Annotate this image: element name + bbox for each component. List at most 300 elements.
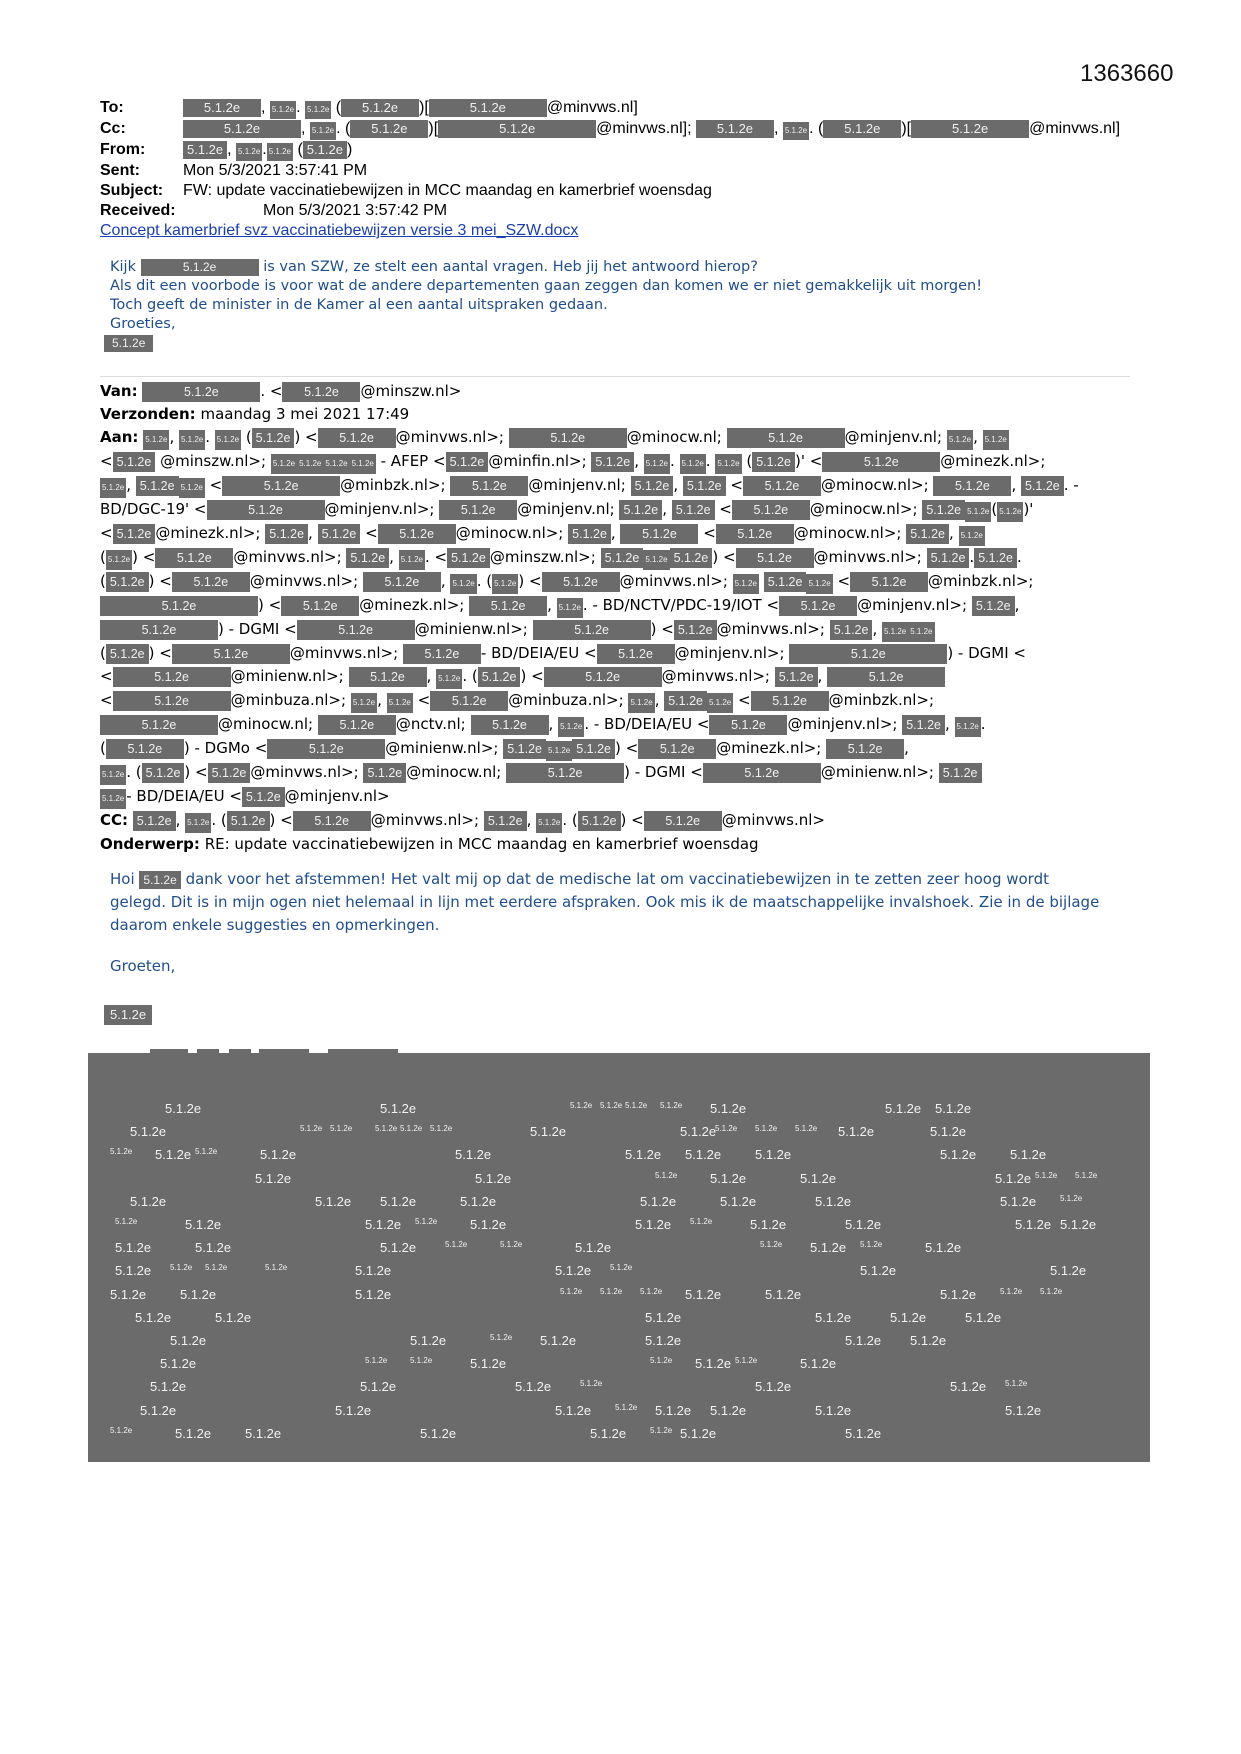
recipient-domain: @minezk.nl>; <box>155 524 261 542</box>
redaction-label: 5.1.2e <box>400 1124 423 1134</box>
redaction: 5.1.2e <box>927 548 970 568</box>
aan-line: 5.1.2e ) - DGMI < 5.1.2e @minienw.nl>; 5.1.2e ) < 5.1.2e @minvws.nl>; 5.1.2e , 5.1.2e 5.1.2e <box>100 618 1130 642</box>
redaction-label: 5.1.2e <box>460 1193 497 1209</box>
redaction: 5.1.2e <box>775 667 818 687</box>
redaction: 5.1.2e <box>643 550 669 570</box>
redaction: 5.1.2e <box>974 548 1017 568</box>
redaction-label: 5.1.2e <box>645 1333 682 1348</box>
redaction: 5.1.2e <box>222 476 340 496</box>
redaction: 5.1.2e <box>106 572 149 592</box>
recipient-domain: @minvws.nl>; <box>370 811 480 829</box>
redacted-row <box>88 1356 1150 1376</box>
recipient-domain: @minezk.nl>; <box>359 596 465 614</box>
redaction: 5.1.2e <box>959 526 985 546</box>
redaction-label: 5.1.2e <box>715 1124 738 1134</box>
redaction-label: 5.1.2e <box>315 1193 352 1209</box>
redaction-label: 5.1.2e <box>645 1309 682 1325</box>
aan-line: ( 5.1.2e ) < 5.1.2e @minvws.nl>; 5.1.2e , 5.1.2e . ( 5.1.2e ) < 5.1.2e @minvws.nl>; 5.1.2e 5.1.2e 5.1.2e < 5.1.2e @minbzk.nl>; <box>100 570 1130 594</box>
redaction: 5.1.2e <box>436 669 462 689</box>
redaction-label: 5.1.2e <box>380 1193 417 1209</box>
redaction: 5.1.2e <box>100 596 258 616</box>
redaction: 5.1.2e <box>429 99 547 117</box>
subject-row <box>100 181 1140 201</box>
redaction-label: 5.1.2e <box>555 1263 592 1279</box>
redaction-label: 5.1.2e <box>1060 1193 1083 1203</box>
redaction-label: 5.1.2e <box>155 1147 192 1163</box>
redaction-label: 5.1.2e <box>205 1263 228 1273</box>
recipient-domain: @minbzk.nl>; <box>928 572 1034 590</box>
redaction: 5.1.2e <box>715 454 741 474</box>
redaction: 5.1.2e <box>533 620 651 640</box>
redaction: 5.1.2e <box>683 476 726 496</box>
redaction-label: 5.1.2e <box>838 1124 875 1140</box>
redaction: 5.1.2e <box>236 143 262 161</box>
redaction: 5.1.2e <box>601 548 644 568</box>
redaction: 5.1.2e <box>450 574 476 594</box>
from-row <box>100 140 1140 161</box>
redaction-label: 5.1.2e <box>1010 1147 1047 1163</box>
redaction: 5.1.2e <box>310 122 336 140</box>
redaction: 5.1.2e <box>215 430 241 450</box>
dept-tag: - AFEP < <box>380 452 446 470</box>
redaction: 5.1.2e <box>783 122 809 140</box>
redaction-label: 5.1.2e <box>720 1193 757 1209</box>
redaction-label: 5.1.2e <box>555 1402 592 1418</box>
redaction-label: 5.1.2e <box>265 1263 288 1273</box>
redaction-label: 5.1.2e <box>845 1217 882 1232</box>
redaction: 5.1.2e <box>823 120 901 138</box>
quoted-email <box>100 380 1130 856</box>
redaction: 5.1.2e <box>558 717 584 737</box>
redaction: 5.1.2e <box>136 476 179 496</box>
recipient-domain: @minocw.nl; <box>406 763 502 781</box>
redaction: 5.1.2e <box>955 717 981 737</box>
redaction-label: 5.1.2e <box>1050 1263 1087 1279</box>
recipient-domain: @minienw.nl>; <box>385 739 499 757</box>
redaction-label: 5.1.2e <box>560 1286 583 1296</box>
redaction: 5.1.2e <box>104 335 153 352</box>
redaction: 5.1.2e <box>113 667 231 687</box>
redaction-label: 5.1.2e <box>860 1263 897 1279</box>
redaction-label: 5.1.2e <box>260 1147 297 1163</box>
redaction-label: 5.1.2e <box>600 1101 623 1110</box>
redaction: 5.1.2e <box>644 811 722 831</box>
received-label: Received: <box>100 202 176 219</box>
redaction: 5.1.2e <box>378 524 456 544</box>
redaction: 5.1.2e <box>806 574 832 594</box>
redaction: 5.1.2e <box>270 101 296 119</box>
redaction-label: 5.1.2e <box>185 1217 222 1232</box>
redaction: 5.1.2e <box>469 596 547 616</box>
redaction-label: 5.1.2e <box>195 1147 218 1157</box>
redaction-label: 5.1.2e <box>655 1402 692 1418</box>
redaction: 5.1.2e <box>947 430 973 450</box>
aan-line: < 5.1.2e @minbuza.nl>; 5.1.2e , 5.1.2e < 5.1.2e @minbuza.nl>; 5.1.2e , 5.1.2e 5.1.2e < 5.1.2e @minbzk.nl>; <box>100 689 1130 713</box>
aan-recipients <box>100 426 1130 809</box>
recipient-domain: @minienw.nl>; <box>820 763 934 781</box>
redaction-label: 5.1.2e <box>680 1124 717 1140</box>
redaction: 5.1.2e <box>113 524 156 544</box>
redaction: 5.1.2e <box>736 548 814 568</box>
redaction: 5.1.2e <box>318 524 361 544</box>
redaction: 5.1.2e <box>139 871 180 889</box>
redaction: 5.1.2e <box>743 476 821 496</box>
redaction-label: 5.1.2e <box>580 1379 603 1389</box>
redaction: 5.1.2e <box>142 382 260 402</box>
redacted-row <box>88 1101 1150 1121</box>
forward-note <box>110 258 1120 353</box>
recipient-domain: @minjenv.nl> <box>284 787 390 805</box>
redaction-label: 5.1.2e <box>500 1240 523 1250</box>
van-label: Van: <box>100 382 138 400</box>
redaction: 5.1.2e <box>542 572 620 592</box>
recipient-domain: @minezk.nl>; <box>716 739 822 757</box>
redaction: 5.1.2e <box>293 811 371 831</box>
redaction: 5.1.2e <box>207 500 325 520</box>
recipient-domain: @minfin.nl>; <box>488 452 587 470</box>
recipient-domain: @minezk.nl>; <box>940 452 1046 470</box>
redaction-label: 5.1.2e <box>355 1263 392 1279</box>
redaction: 5.1.2e <box>680 454 706 474</box>
redaction-label: 5.1.2e <box>815 1309 852 1325</box>
redaction-label: 5.1.2e <box>950 1379 987 1395</box>
redaction: 5.1.2e <box>281 596 359 616</box>
redaction: 5.1.2e <box>674 620 717 640</box>
recipient-domain: @minszw.nl>; <box>489 548 596 566</box>
recipient-domain: @minocw.nl>; <box>793 524 902 542</box>
redaction: 5.1.2e <box>965 502 991 522</box>
cc-row <box>100 119 1140 140</box>
redaction-label: 5.1.2e <box>755 1379 792 1395</box>
dept-tag: ) - DGMI < <box>624 763 703 781</box>
redacted-row <box>88 1194 1150 1214</box>
redaction: 5.1.2e <box>696 120 774 138</box>
redaction: 5.1.2e <box>478 667 521 687</box>
redaction-label: 5.1.2e <box>110 1286 147 1302</box>
recipient-domain: @minvws.nl>; <box>661 667 770 685</box>
redaction: 5.1.2e <box>363 763 406 783</box>
redaction-label: 5.1.2e <box>1015 1217 1052 1232</box>
dept-tag: ) - DGMI < <box>218 620 297 638</box>
redaction-label: 5.1.2e <box>1075 1170 1098 1180</box>
redaction: 5.1.2e <box>242 787 285 807</box>
redacted-row <box>88 1124 1150 1144</box>
recipient-domain: @minbzk.nl>; <box>828 691 935 709</box>
reply-text: dank voor het afstemmen! Het valt mij op dat de medische lat om vaccinatiebewijzen in te zetten zeer hoog wordt <box>185 870 1049 888</box>
aan-line: ( 5.1.2e ) < 5.1.2e @minvws.nl>; 5.1.2e - BD/DEIA/EU < 5.1.2e @minjenv.nl>; 5.1.2e ) - DGMI < <box>100 644 1026 662</box>
redaction: 5.1.2e <box>305 101 331 119</box>
redaction: 5.1.2e <box>826 739 904 759</box>
redaction-label: 5.1.2e <box>1000 1286 1023 1296</box>
redaction: 5.1.2e <box>141 259 259 276</box>
dept-tag: BD/DGC-19' < <box>100 500 207 518</box>
redaction: 5.1.2e <box>908 622 934 642</box>
recipient-domain: @minbuza.nl>; <box>230 691 347 709</box>
redaction: 5.1.2e <box>106 550 132 570</box>
redaction: 5.1.2e <box>672 500 715 520</box>
redaction: 5.1.2e <box>100 478 126 498</box>
redaction-label: 5.1.2e <box>695 1356 732 1372</box>
recipient-domain: @minjenv.nl>; <box>674 644 785 662</box>
redaction: 5.1.2e <box>142 763 185 783</box>
recipient-domain: @minjenv.nl>; <box>857 596 968 614</box>
redaction: 5.1.2e <box>363 572 441 592</box>
redaction: 5.1.2e <box>100 620 218 640</box>
redaction-label: 5.1.2e <box>815 1402 852 1418</box>
recipient-domain: @minbuza.nl>; <box>508 691 624 709</box>
redaction-label: 5.1.2e <box>885 1101 922 1116</box>
redaction: 5.1.2e <box>172 572 250 592</box>
recipient-domain: @minocw.nl>; <box>809 500 918 518</box>
redaction-label: 5.1.2e <box>940 1286 977 1302</box>
reply-greeting: Groeten, <box>110 957 176 975</box>
redaction-label: 5.1.2e <box>415 1217 438 1226</box>
redaction-label: 5.1.2e <box>130 1193 167 1209</box>
cc-row: CC: 5.1.2e , 5.1.2e . ( 5.1.2e ) < 5.1.2e @minvws.nl>; 5.1.2e , 5.1.2e . ( 5.1.2e ) < 5.1.2e @minvws.nl> <box>100 809 1130 833</box>
cc-label: CC: <box>100 811 129 829</box>
redaction-label: 5.1.2e <box>575 1240 612 1256</box>
received-value: Mon 5/3/2021 3:57:42 PM <box>263 202 448 219</box>
redaction-label: 5.1.2e <box>140 1402 177 1418</box>
redaction-label: 5.1.2e <box>615 1402 638 1412</box>
redaction-label: 5.1.2e <box>170 1263 193 1273</box>
redaction: 5.1.2e <box>882 622 908 642</box>
reply-signature <box>104 1005 152 1025</box>
redaction-label: 5.1.2e <box>160 1356 197 1372</box>
redaction-label: 5.1.2e <box>625 1147 662 1163</box>
reply-text: Hoi <box>110 870 135 888</box>
redaction-label: 5.1.2e <box>375 1124 398 1134</box>
recipient-domain: @minjenv.nl; <box>528 476 626 494</box>
redaction: 5.1.2e <box>183 99 261 117</box>
redacted-row <box>88 1287 1150 1307</box>
redaction-label: 5.1.2e <box>150 1379 187 1395</box>
redaction-label: 5.1.2e <box>360 1379 397 1395</box>
redaction-label: 5.1.2e <box>710 1101 747 1116</box>
to-label: To: <box>100 99 124 116</box>
onderwerp-label: Onderwerp: <box>100 835 200 853</box>
aan-line: BD/DGC-19' < 5.1.2e @minjenv.nl>; 5.1.2e @minjenv.nl; 5.1.2e , 5.1.2e < 5.1.2e @minocw.nl>; 5.1.2e 5.1.2e ( 5.1.2e )' <box>100 498 1130 522</box>
redaction-label: 5.1.2e <box>110 1425 133 1435</box>
aan-line: < 5.1.2e @minszw.nl>; 5.1.2e 5.1.2e 5.1.2e 5.1.2e - AFEP < 5.1.2e @minfin.nl>; 5.1.2e , 5.1.2e . 5.1.2e . 5.1.2e ( 5.1.2e )' < 5.1.2e @minezk.nl>; <box>100 450 1130 474</box>
redaction-label: 5.1.2e <box>1005 1379 1028 1389</box>
dept-tag: ) - DGMI < <box>947 644 1026 662</box>
redaction: 5.1.2e <box>752 452 795 472</box>
redacted-row <box>88 1310 1150 1330</box>
note-line-1 <box>110 258 1120 277</box>
recipient-domain: @minjenv.nl>; <box>324 500 435 518</box>
redaction-label: 5.1.2e <box>530 1124 567 1140</box>
redaction: 5.1.2e <box>591 452 634 472</box>
redaction-label: 5.1.2e <box>910 1333 947 1348</box>
redaction-label: 5.1.2e <box>800 1356 837 1372</box>
to-value: 5.1.2e , 5.1.2e . 5.1.2e ( 5.1.2e )[ 5.1.2e @minvws.nl] <box>183 98 638 119</box>
cc-domain: @minvws.nl] <box>1029 120 1121 137</box>
redacted-row <box>88 1403 1150 1423</box>
redaction-label: 5.1.2e <box>365 1217 402 1232</box>
redaction: 5.1.2e <box>536 813 562 833</box>
recipient-domain: @minvws.nl>; <box>250 763 359 781</box>
redaction: 5.1.2e <box>267 143 293 161</box>
redaction: 5.1.2e <box>185 813 211 833</box>
redaction-label: 5.1.2e <box>455 1147 492 1163</box>
redaction-label: 5.1.2e <box>135 1309 172 1325</box>
redaction: 5.1.2e <box>644 454 670 474</box>
redaction-label: 5.1.2e <box>930 1124 967 1140</box>
redaction: 5.1.2e <box>252 428 295 448</box>
redaction-label: 5.1.2e <box>940 1147 977 1163</box>
redaction-label: 5.1.2e <box>590 1425 627 1441</box>
redaction: 5.1.2e <box>113 452 156 472</box>
redaction: 5.1.2e <box>850 572 928 592</box>
redaction: 5.1.2e <box>546 741 572 761</box>
redaction: 5.1.2e <box>100 789 126 809</box>
redaction: 5.1.2e <box>323 454 349 474</box>
redaction-label: 5.1.2e <box>890 1309 927 1325</box>
redaction-label: 5.1.2e <box>660 1101 683 1110</box>
verzonden-row <box>100 403 1130 426</box>
verzonden-label: Verzonden: <box>100 405 196 423</box>
cc-value: 5.1.2e , 5.1.2e . ( 5.1.2e )[ 5.1.2e @minvws.nl]; 5.1.2e , 5.1.2e . ( 5.1.2e )[ 5.1.2e @minvws.nl] <box>183 119 1120 140</box>
recipient-domain: @minvws.nl>; <box>813 548 922 566</box>
redaction: 5.1.2e <box>506 763 624 783</box>
redacted-row <box>88 1426 1150 1446</box>
outer-email-header <box>100 98 1140 241</box>
note-line-2: Als dit een voorbode is voor wat de andere departementen gaan zeggen dan komen we er niet gemakkelijk uit morgen! <box>110 278 983 294</box>
recipient-domain: @minocw.nl; <box>218 715 314 733</box>
onderwerp-row <box>100 833 1130 856</box>
redaction: 5.1.2e <box>572 739 615 759</box>
note-text: Kijk <box>110 259 136 275</box>
aan-line: 5.1.2e ) < 5.1.2e @minezk.nl>; 5.1.2e , 5.1.2e . - BD/NCTV/PDC-19/IOT < 5.1.2e @minjenv.nl>; 5.1.2e , <box>100 594 1130 618</box>
redaction-label: 5.1.2e <box>175 1425 212 1441</box>
redaction-label: 5.1.2e <box>795 1124 818 1134</box>
redaction: 5.1.2e <box>906 524 949 544</box>
redaction: 5.1.2e <box>113 691 231 711</box>
redaction-label: 5.1.2e <box>355 1286 392 1302</box>
van-domain: @minszw.nl> <box>360 382 462 400</box>
redaction-label: 5.1.2e <box>470 1356 507 1372</box>
redaction: 5.1.2e <box>922 500 965 520</box>
dept-tag: - BD/DEIA/EU < <box>126 787 242 805</box>
redaction: 5.1.2e <box>106 739 184 759</box>
redaction-label: 5.1.2e <box>710 1170 747 1186</box>
redaction-label: 5.1.2e <box>735 1356 758 1366</box>
recipient-domain: @minocw.nl>; <box>820 476 929 494</box>
redaction-label: 5.1.2e <box>765 1286 802 1302</box>
redaction-label: 5.1.2e <box>330 1124 353 1134</box>
redaction-label: 5.1.2e <box>475 1170 512 1186</box>
redaction-label: 5.1.2e <box>540 1333 577 1348</box>
redaction: 5.1.2e <box>303 141 347 159</box>
van-row: Van: 5.1.2e . < 5.1.2e @minszw.nl> <box>100 382 462 400</box>
redaction: 5.1.2e <box>100 715 218 735</box>
recipient-domain: @minvws.nl>; <box>233 548 342 566</box>
redaction-label: 5.1.2e <box>410 1333 447 1348</box>
redaction-label: 5.1.2e <box>300 1124 323 1134</box>
recipient-domain: @minvws.nl> <box>721 811 825 829</box>
redaction-label: 5.1.2e <box>195 1240 232 1256</box>
dept-tag: ) - DGMo < <box>183 739 268 757</box>
aan-line <box>100 785 1130 809</box>
recipient-domain: @minjenv.nl; <box>517 500 615 518</box>
redaction-label: 5.1.2e <box>430 1124 453 1134</box>
redaction: 5.1.2e <box>670 548 713 568</box>
redaction: 5.1.2e <box>155 548 233 568</box>
redaction: 5.1.2e <box>208 763 251 783</box>
dept-tag: - BD/DEIA/EU < <box>480 644 597 662</box>
recipient-domain: @minocw.nl; <box>626 428 722 446</box>
attachment-link[interactable]: Concept kamerbrief svz vaccinatiebewijzen versie 3 mei_SZW.docx <box>100 222 579 239</box>
redaction-label: 5.1.2e <box>650 1425 673 1435</box>
recipient-domain: @minszw.nl>; <box>160 452 267 470</box>
redaction: 5.1.2e <box>183 141 227 159</box>
redaction-label: 5.1.2e <box>110 1147 133 1157</box>
redaction: 5.1.2e <box>578 811 621 831</box>
aan-line: < 5.1.2e @minienw.nl>; 5.1.2e , 5.1.2e . ( 5.1.2e ) < 5.1.2e @minvws.nl>; 5.1.2e , 5.1.2e <box>100 665 1130 689</box>
redaction-label: 5.1.2e <box>365 1356 388 1366</box>
redaction-label: 5.1.2e <box>1040 1286 1063 1296</box>
recipient-domain: @minvws.nl>; <box>619 572 728 590</box>
redaction: 5.1.2e <box>789 644 947 664</box>
redaction: 5.1.2e <box>133 811 176 831</box>
recipient-domain: @minvws.nl>; <box>249 572 359 590</box>
redaction-label: 5.1.2e <box>685 1147 722 1163</box>
redaction-label: 5.1.2e <box>965 1309 1002 1325</box>
aan-line: 5.1.2e , 5.1.2e 5.1.2e < 5.1.2e @minbzk.nl>; 5.1.2e @minjenv.nl; 5.1.2e , 5.1.2e < 5.1.2e @minocw.nl>; 5.1.2e , 5.1.2e . - <box>100 474 1130 498</box>
redaction: 5.1.2e <box>183 120 301 138</box>
redaction: 5.1.2e <box>997 502 1023 522</box>
redacted-row <box>88 1379 1150 1399</box>
aan-line: ( 5.1.2e ) < 5.1.2e @minvws.nl>; 5.1.2e , 5.1.2e . < 5.1.2e @minszw.nl>; 5.1.2e 5.1.2e 5.1.2e ) < 5.1.2e @minvws.nl>; 5.1.2e . 5.1.2e . <box>100 546 1130 570</box>
redaction-label: 5.1.2e <box>115 1240 152 1256</box>
aan-label: Aan: <box>100 428 139 446</box>
aan-line: ( 5.1.2e ) - DGMo < 5.1.2e @minienw.nl>; 5.1.2e 5.1.2e 5.1.2e ) < 5.1.2e @minezk.nl>; 5.1.2e , <box>100 737 1130 761</box>
recipient-domain: @nctv.nl; <box>395 715 466 733</box>
redaction-label: 5.1.2e <box>130 1124 167 1140</box>
redaction: 5.1.2e <box>346 548 389 568</box>
redacted-row <box>88 1171 1150 1191</box>
redaction-label: 5.1.2e <box>1060 1217 1097 1232</box>
redaction: 5.1.2e <box>716 524 794 544</box>
recipient-domain: @minienw.nl>; <box>414 620 528 638</box>
redaction-label: 5.1.2e <box>115 1263 152 1279</box>
redaction: 5.1.2e <box>933 476 1011 496</box>
redaction-label: 5.1.2e <box>925 1240 962 1256</box>
dept-tag: . - BD/DEIA/EU < <box>584 715 710 733</box>
redaction: 5.1.2e <box>104 1005 152 1025</box>
redaction: 5.1.2e <box>983 430 1009 450</box>
redaction-label: 5.1.2e <box>570 1101 593 1110</box>
redaction-label: 5.1.2e <box>255 1170 292 1186</box>
redaction: 5.1.2e <box>439 500 517 520</box>
redaction: 5.1.2e <box>764 572 807 592</box>
redaction: 5.1.2e <box>568 524 611 544</box>
aan-line: 5.1.2e . ( 5.1.2e ) < 5.1.2e @minvws.nl>; 5.1.2e @minocw.nl; 5.1.2e ) - DGMI < 5.1.2e @minienw.nl>; 5.1.2e <box>100 761 1130 785</box>
redaction: 5.1.2e <box>707 693 733 713</box>
reply-line-1 <box>110 868 1130 891</box>
cc-label: Cc: <box>100 120 126 137</box>
redaction-label: 5.1.2e <box>860 1240 883 1250</box>
from-value: 5.1.2e , 5.1.2e . 5.1.2e ( 5.1.2e ) <box>183 140 352 161</box>
onderwerp-value: RE: update vaccinatiebewijzen in MCC maandag en kamerbrief woensdag <box>204 835 759 853</box>
redaction-label: 5.1.2e <box>380 1240 417 1256</box>
aan-line: < 5.1.2e @minezk.nl>; 5.1.2e , 5.1.2e < 5.1.2e @minocw.nl>; 5.1.2e , 5.1.2e < 5.1.2e @minocw.nl>; 5.1.2e , 5.1.2e <box>100 522 1130 546</box>
redaction-label: 5.1.2e <box>690 1217 713 1226</box>
note-line-4: Groeties, <box>110 316 176 332</box>
redaction: 5.1.2e <box>438 120 596 138</box>
recipient-domain: @minvws.nl>; <box>289 644 399 662</box>
